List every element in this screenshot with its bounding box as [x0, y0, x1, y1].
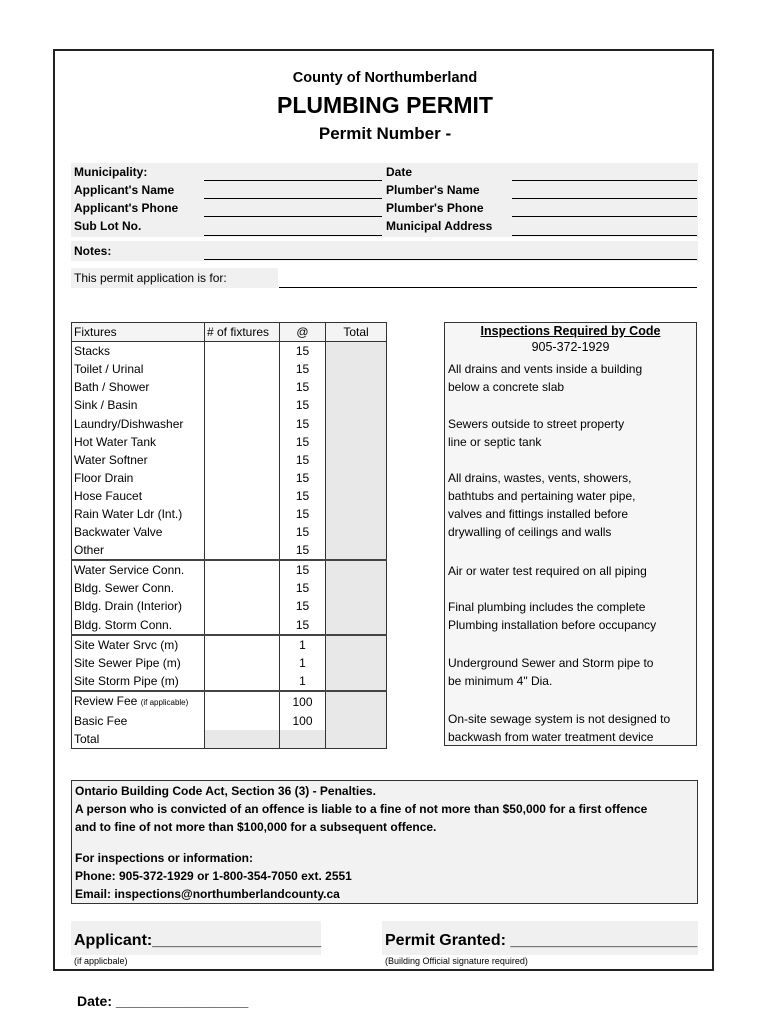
inspection-line: All drains, wastes, vents, showers, — [448, 471, 632, 485]
fixture-name: Total — [72, 730, 205, 749]
fixture-total[interactable] — [326, 396, 387, 414]
table-row — [72, 342, 387, 361]
fixture-total[interactable] — [326, 712, 387, 730]
fixture-rate: 15 — [280, 433, 326, 451]
info-line: For inspections or information: — [75, 851, 254, 865]
fixture-total[interactable] — [326, 505, 387, 523]
fixture-name: Basic Fee — [72, 712, 205, 730]
inspection-line: Plumbing installation before occupancy — [448, 618, 657, 632]
fixture-count[interactable] — [205, 712, 280, 730]
table-row — [72, 541, 387, 560]
fixture-name — [72, 691, 205, 712]
fixture-count[interactable] — [205, 414, 280, 432]
fixture-total[interactable] — [326, 414, 387, 432]
table-row — [72, 414, 387, 432]
fixture-name: Sink / Basin — [72, 396, 205, 414]
fixture-rate: 15 — [280, 396, 326, 414]
fixture-name: Water Softner — [72, 451, 205, 469]
penalty-line: Ontario Building Code Act, Section 36 (3) - Penalties. — [75, 784, 376, 798]
inspection-line: be minimum 4" Dia. — [448, 674, 553, 688]
fixture-count[interactable] — [205, 487, 280, 505]
fixture-count[interactable] — [205, 342, 280, 361]
fixture-name: Bldg. Storm Conn. — [72, 616, 205, 635]
applicant-note: (if applicbale) — [74, 956, 128, 966]
application-for-field[interactable] — [279, 287, 697, 288]
fixture-name: Backwater Valve — [72, 523, 205, 541]
inspection-line: backwash from water treatment device — [448, 730, 654, 744]
inspection-line: Underground Sewer and Storm pipe to — [448, 656, 654, 670]
plumber-phone-label: Plumber's Phone — [386, 201, 484, 215]
table-row — [72, 396, 387, 414]
table-row — [72, 730, 387, 749]
permit-number-label: Permit Number - — [318, 124, 452, 143]
fixture-rate: 15 — [280, 451, 326, 469]
fixture-total[interactable] — [326, 672, 387, 691]
fixture-count[interactable] — [205, 672, 280, 691]
fixture-name: Toilet / Urinal — [72, 360, 205, 378]
total-header: Total — [326, 323, 387, 342]
applicant-phone-label: Applicant's Phone — [74, 201, 179, 215]
fixture-count[interactable] — [205, 579, 280, 597]
fixture-rate: 1 — [280, 672, 326, 691]
fixture-total[interactable] — [326, 541, 387, 560]
info-line: Phone: 905-372-1929 or 1-800-354-7050 ext. 2551 — [75, 869, 352, 883]
fixture-rate: 15 — [280, 414, 326, 432]
inspections-phone: 905-372-1929 — [531, 340, 610, 354]
table-row — [72, 635, 387, 654]
fixture-total[interactable] — [326, 616, 387, 635]
count-header: # of fixtures — [205, 323, 280, 342]
fixture-count[interactable] — [205, 469, 280, 487]
fixture-rate: 15 — [280, 378, 326, 396]
date-label: Date — [386, 165, 413, 179]
fixture-rate: 15 — [280, 616, 326, 635]
fixture-count[interactable] — [205, 378, 280, 396]
table-row — [72, 560, 387, 579]
fixture-total[interactable] — [326, 342, 387, 361]
fixture-rate: 15 — [280, 469, 326, 487]
fixture-count[interactable] — [205, 691, 280, 712]
fixture-total[interactable] — [326, 451, 387, 469]
fixture-rate: 15 — [280, 360, 326, 378]
table-row — [72, 712, 387, 730]
page-title: PLUMBING PERMIT — [277, 92, 493, 118]
inspection-line: line or septic tank — [448, 435, 542, 449]
fixture-count[interactable] — [205, 396, 280, 414]
fixture-total[interactable] — [326, 691, 387, 712]
fixture-rate: 1 — [280, 635, 326, 654]
table-row — [72, 654, 387, 672]
notes-label: Notes: — [74, 244, 112, 258]
fixture-name: Site Sewer Pipe (m) — [72, 654, 205, 672]
fixture-rate: 15 — [280, 342, 326, 361]
municipality-field[interactable] — [204, 180, 382, 181]
fixture-name: Hose Faucet — [72, 487, 205, 505]
fixture-count[interactable] — [205, 616, 280, 635]
fixture-rate: 100 — [280, 712, 326, 730]
table-row — [72, 378, 387, 396]
applicant-phone-field[interactable] — [204, 216, 382, 217]
inspection-line: Air or water test required on all piping — [448, 564, 647, 578]
inspection-line: bathtubs and pertaining water pipe, — [448, 489, 636, 503]
fixture-rate: 15 — [280, 560, 326, 579]
fixture-total[interactable] — [326, 579, 387, 597]
fixture-count[interactable] — [205, 541, 280, 560]
county-name: County of Northumberland — [292, 70, 478, 86]
inspections-box — [444, 322, 697, 746]
table-row — [72, 579, 387, 597]
inspection-line: drywalling of ceilings and walls — [448, 525, 612, 539]
table-row — [72, 505, 387, 523]
granted-note: (Building Official signature required) — [385, 956, 528, 966]
fixture-total[interactable] — [326, 487, 387, 505]
plumber-name-field[interactable] — [512, 198, 697, 199]
applicant-name-field[interactable] — [204, 198, 382, 199]
fixture-total[interactable] — [326, 560, 387, 579]
fixture-count[interactable] — [205, 360, 280, 378]
table-row — [72, 616, 387, 635]
review-fee-note: (if applicable) — [140, 697, 189, 707]
fixture-rate: 100 — [280, 691, 326, 712]
grand-total[interactable] — [326, 730, 387, 749]
fixture-count[interactable] — [205, 523, 280, 541]
plumber-phone-field[interactable] — [512, 216, 697, 217]
sub-lot-label: Sub Lot No. — [74, 219, 142, 233]
fixture-total[interactable] — [326, 360, 387, 378]
fixture-total[interactable] — [326, 433, 387, 451]
rate-header: @ — [280, 323, 326, 342]
applicant-signature-line: Applicant:___________________ — [74, 932, 322, 949]
fixture-name: Other — [72, 541, 205, 560]
sub-lot-field[interactable] — [204, 235, 382, 236]
notes-band — [71, 241, 698, 261]
fixture-total[interactable] — [326, 635, 387, 654]
fixture-total[interactable] — [326, 597, 387, 615]
fixture-count[interactable] — [205, 433, 280, 451]
fixture-total[interactable] — [326, 469, 387, 487]
review-fee-label: Review Fee — [74, 693, 138, 708]
fixture-rate: 15 — [280, 597, 326, 615]
table-row — [72, 451, 387, 469]
fixture-name: Hot Water Tank — [72, 433, 205, 451]
permit-granted-line: Permit Granted: _____________________ — [385, 932, 698, 949]
fixture-total[interactable] — [326, 654, 387, 672]
fixture-count[interactable] — [205, 597, 280, 615]
fixture-rate: 15 — [280, 523, 326, 541]
penalty-line: and to fine of not more than $100,000 for a subsequent offence. — [75, 820, 437, 834]
fixture-name: Laundry/Dishwasher — [72, 414, 205, 432]
fixture-rate: 15 — [280, 505, 326, 523]
date-signature-line[interactable]: Date: _________________ — [77, 993, 249, 1009]
date-field[interactable] — [512, 180, 697, 181]
fixture-rate: 15 — [280, 579, 326, 597]
fixture-count[interactable] — [205, 451, 280, 469]
fixture-count[interactable] — [205, 505, 280, 523]
fixture-count[interactable] — [205, 560, 280, 579]
inspection-line: valves and fittings installed before — [448, 507, 629, 521]
application-for-label: This permit application is for: — [74, 271, 227, 285]
fixtures-table — [71, 322, 387, 749]
table-row — [72, 672, 387, 691]
inspection-line: Sewers outside to street property — [448, 417, 625, 431]
fixture-name: Bldg. Drain (Interior) — [72, 597, 205, 615]
municipality-label: Municipality: — [74, 165, 148, 179]
fixture-name: Stacks — [72, 342, 205, 361]
table-row — [72, 469, 387, 487]
inspection-line: Final plumbing includes the complete — [448, 600, 646, 614]
notes-field[interactable] — [204, 259, 697, 260]
fixture-count[interactable] — [205, 635, 280, 654]
plumber-name-label: Plumber's Name — [386, 183, 480, 197]
info-line: Email: inspections@northumberlandcounty.ca — [75, 887, 340, 901]
fixture-name: Site Storm Pipe (m) — [72, 672, 205, 691]
fixture-name: Water Service Conn. — [72, 560, 205, 579]
table-row — [72, 523, 387, 541]
fixture-rate: 15 — [280, 487, 326, 505]
inspection-line: On-site sewage system is not designed to — [448, 712, 671, 726]
municipal-address-label: Municipal Address — [386, 219, 493, 233]
applicant-name-label: Applicant's Name — [74, 183, 175, 197]
inspection-line: below a concrete slab — [448, 380, 565, 394]
fixture-rate: 1 — [280, 654, 326, 672]
fixtures-header: Fixtures — [72, 323, 205, 342]
fixture-name: Site Water Srvc (m) — [72, 635, 205, 654]
inspections-title: Inspections Required by Code — [480, 324, 661, 338]
fixture-count[interactable] — [205, 654, 280, 672]
table-row — [72, 691, 387, 712]
table-row — [72, 433, 387, 451]
table-row — [72, 487, 387, 505]
fixture-total[interactable] — [326, 378, 387, 396]
municipal-address-field[interactable] — [512, 235, 697, 236]
fixture-rate — [280, 730, 326, 749]
table-row — [72, 360, 387, 378]
inspection-line: All drains and vents inside a building — [448, 362, 643, 376]
fixture-total[interactable] — [326, 523, 387, 541]
fixture-rate: 15 — [280, 541, 326, 560]
table-header — [72, 323, 387, 342]
fixture-name: Floor Drain — [72, 469, 205, 487]
fixture-count — [205, 730, 280, 749]
table-row — [72, 597, 387, 615]
penalty-line: A person who is convicted of an offence is liable to a fine of not more than $50,000 for a first offence — [75, 802, 648, 816]
fixture-name: Bath / Shower — [72, 378, 205, 396]
fixture-name: Rain Water Ldr (Int.) — [72, 505, 205, 523]
penalties-box — [71, 780, 698, 904]
fixture-name: Bldg. Sewer Conn. — [72, 579, 205, 597]
info-band — [71, 163, 698, 237]
